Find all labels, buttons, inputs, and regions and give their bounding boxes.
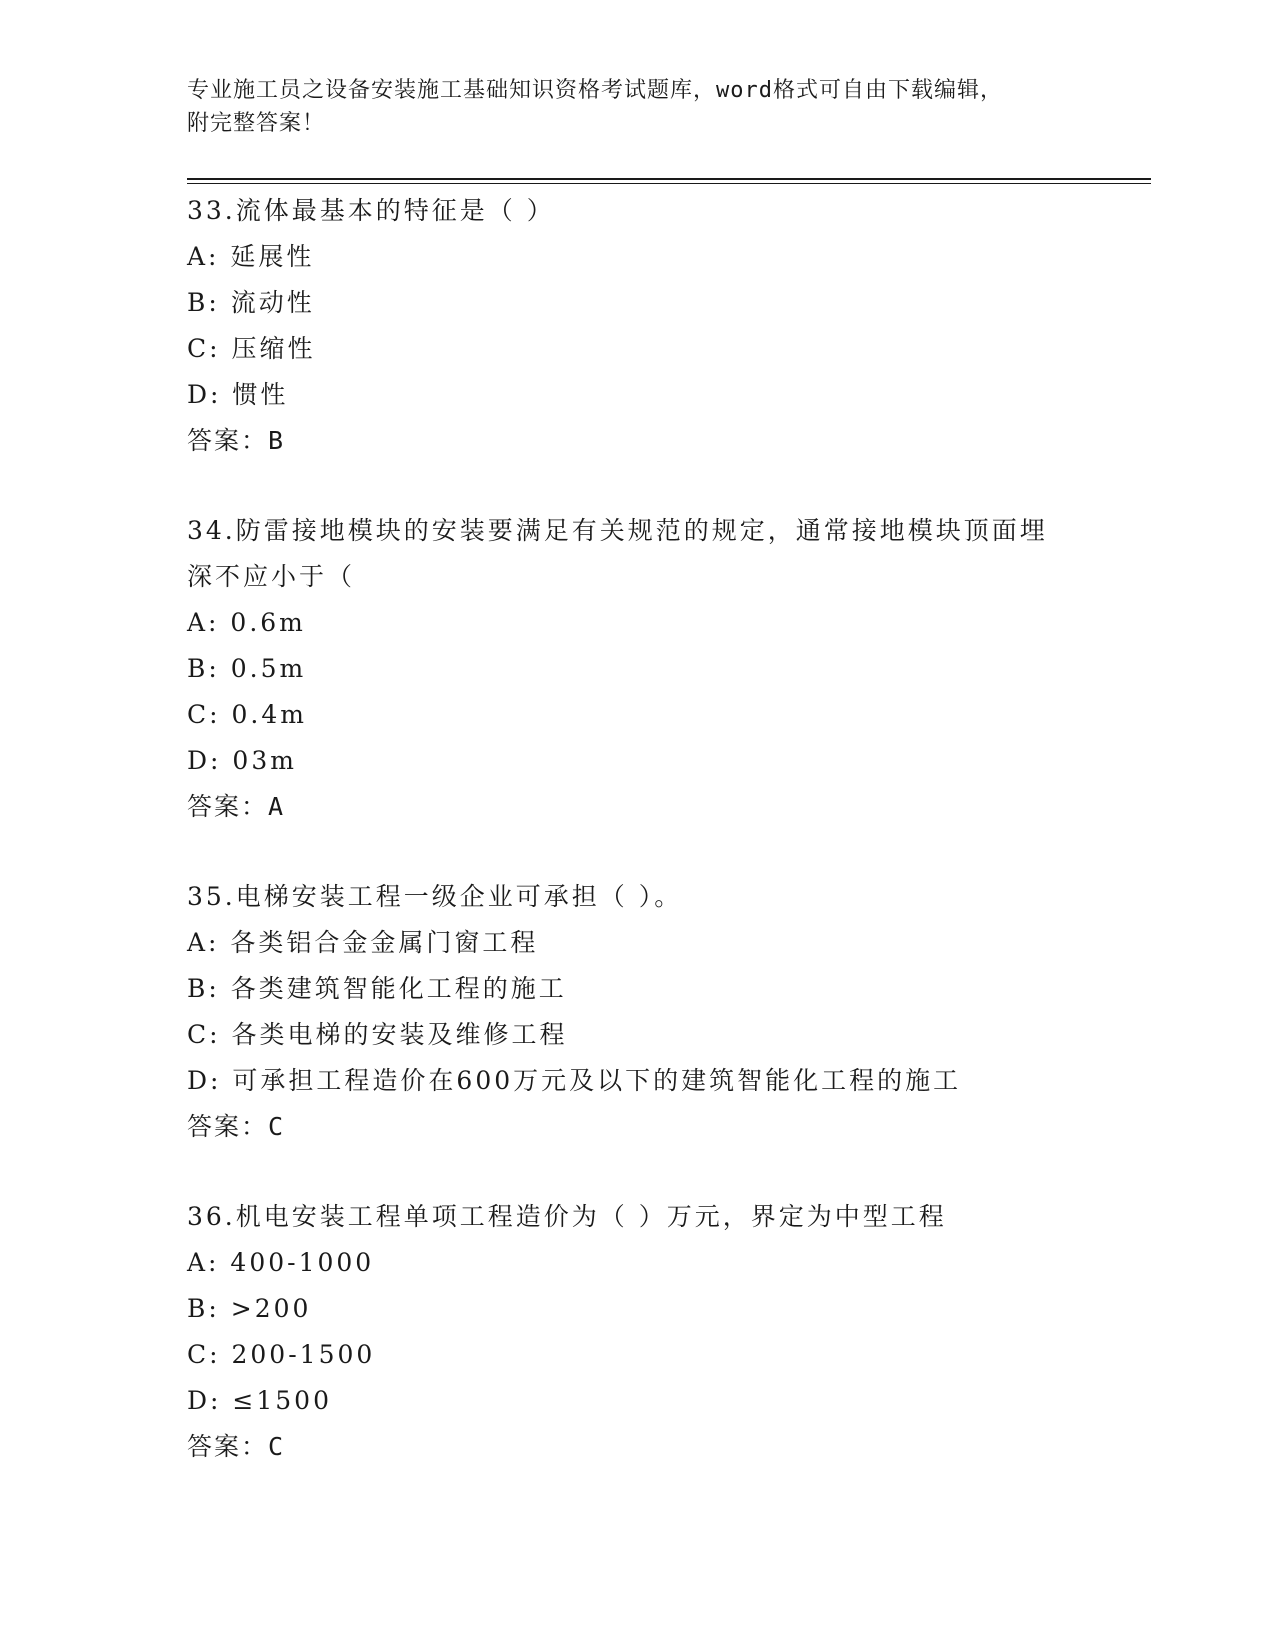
option-a: A: 延展性 (187, 242, 315, 271)
question-stem: 36.机电安装工程单项工程造价为（ ）万元，界定为中型工程 (187, 1202, 947, 1231)
option-d: D: 惯性 (187, 380, 289, 409)
option-c: C: 200-1500 (187, 1340, 376, 1369)
answer-line: 答案：B (187, 426, 286, 455)
question-list (187, 188, 1087, 1514)
answer-line: 答案：C (187, 1432, 286, 1461)
option-d: D: 03m (187, 746, 297, 775)
option-a: A: 400-1000 (187, 1248, 375, 1277)
header-divider-thin (187, 183, 1151, 184)
question-stem: 33.流体最基本的特征是（ ） (187, 196, 555, 225)
option-c: C: 压缩性 (187, 334, 316, 363)
question-stem: 34.防雷接地模块的安装要满足有关规范的规定，通常接地模块顶面埋 (187, 516, 1048, 545)
option-b: B: 各类建筑智能化工程的施工 (187, 974, 567, 1003)
option-c: C: 各类电梯的安装及维修工程 (187, 1020, 568, 1049)
question-34 (187, 508, 1087, 830)
question-36 (187, 1194, 1087, 1470)
option-d: D: ≤1500 (187, 1386, 332, 1415)
question-33 (187, 188, 1087, 464)
question-35 (187, 874, 1087, 1150)
answer-line: 答案：C (187, 1112, 286, 1141)
option-d: D: 可承担工程造价在600万元及以下的建筑智能化工程的施工 (187, 1066, 962, 1095)
header-line-2: 附完整答案！ (187, 111, 326, 136)
option-b: B: >200 (187, 1294, 312, 1323)
answer-line: 答案：A (187, 792, 286, 821)
option-c: C: 0.4m (187, 700, 307, 729)
option-b: B: 0.5m (187, 654, 307, 683)
option-a: A: 0.6m (187, 608, 306, 637)
option-b: B: 流动性 (187, 288, 315, 317)
header-line-1: 专业施工员之设备安装施工基础知识资格考试题库，word格式可自由下载编辑， (187, 78, 1003, 103)
option-a: A: 各类铝合金金属门窗工程 (187, 928, 539, 957)
question-stem: 35.电梯安装工程一级企业可承担（ ）。 (187, 882, 683, 911)
document-header (187, 74, 1087, 140)
question-stem-continued: 深不应小于（ (187, 562, 356, 591)
header-divider-thick (187, 178, 1151, 180)
